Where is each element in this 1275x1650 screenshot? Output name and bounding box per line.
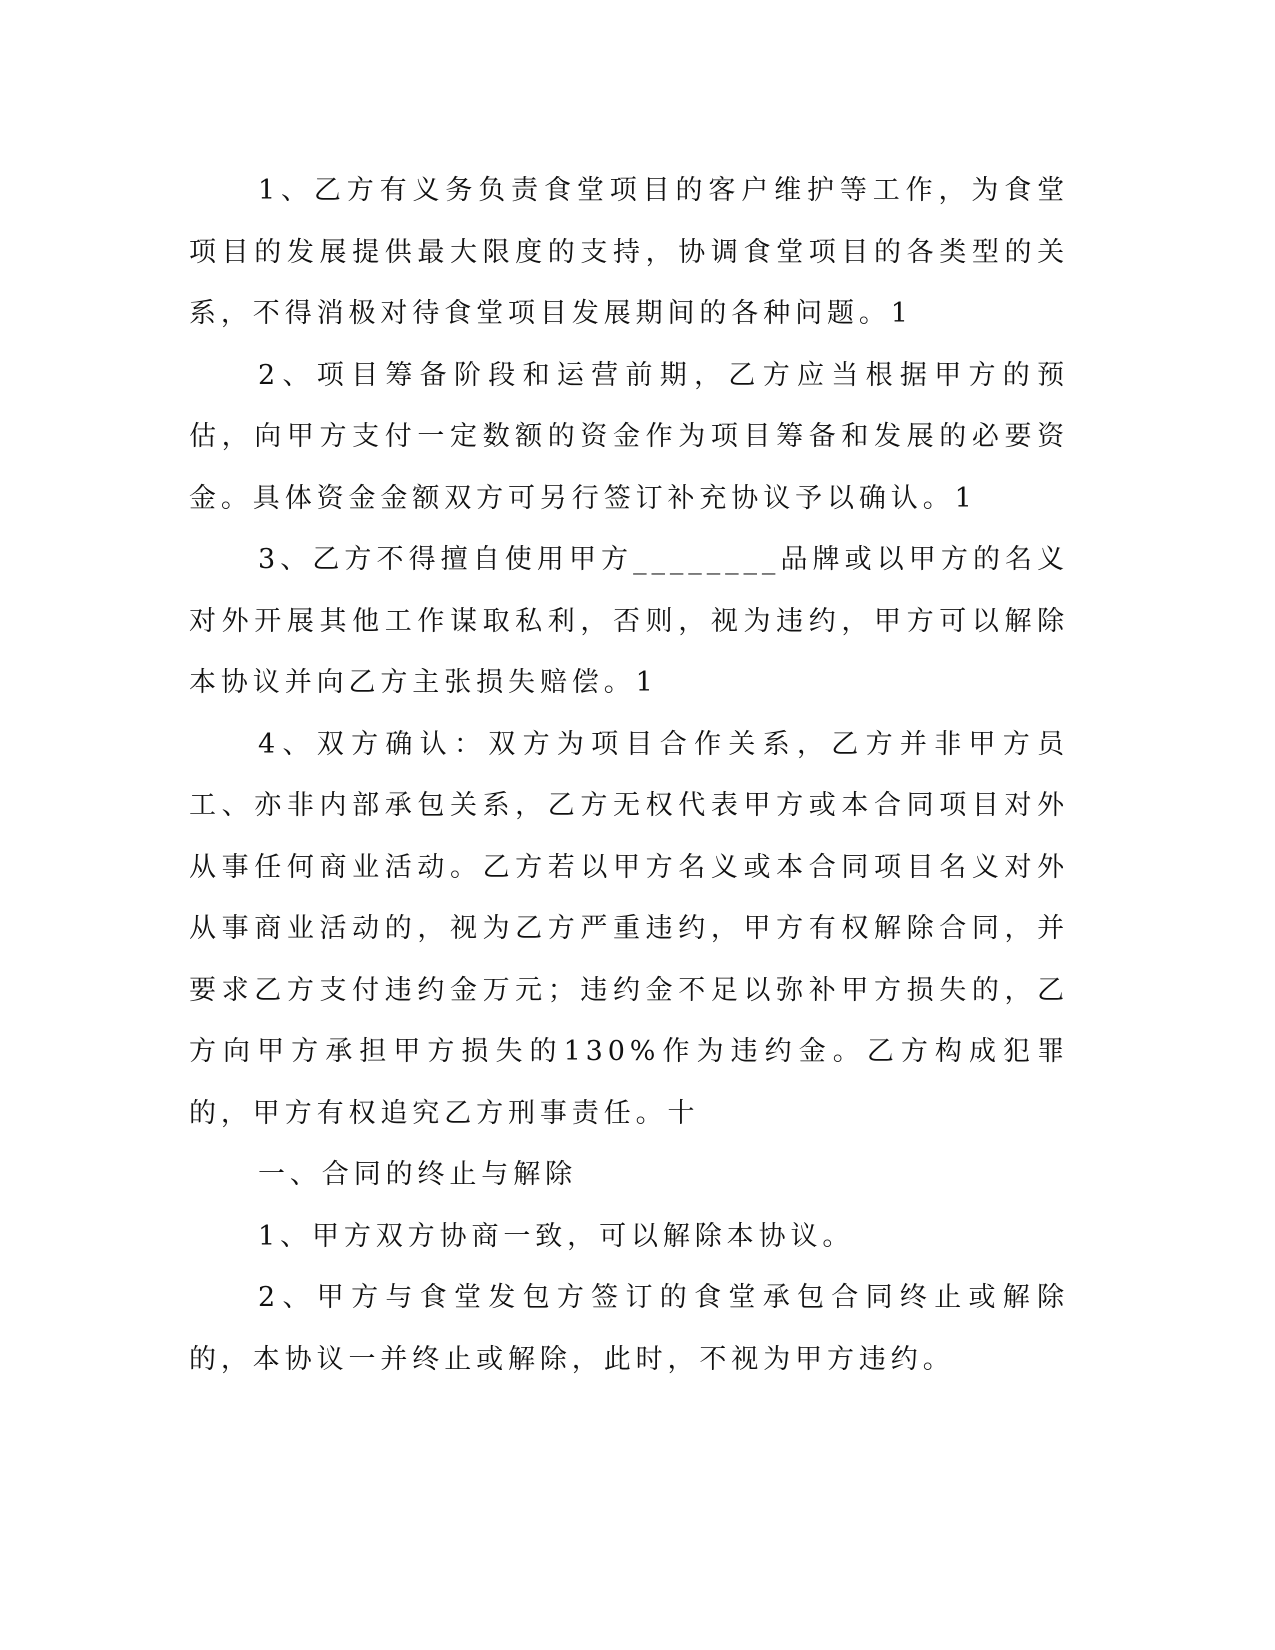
clause-2-funding: 2、项目筹备阶段和运营前期，乙方应当根据甲方的预估，向甲方支付一定数额的资金作为项目筹备和发展的必要资金。具体资金金额双方可另行签订补充协议予以确认。1	[189, 359, 1069, 514]
termination-clause-2: 2、甲方与食堂发包方签订的食堂承包合同终止或解除的，本协议一并终止或解除，此时，不视为甲方违约。	[189, 1282, 1069, 1375]
clause-3-brand-use: 3、乙方不得擅自使用甲方________品牌或以甲方的名义对外开展其他工作谋取私利，否则，视为违约，甲方可以解除本协议并向乙方主张损失赔偿。1	[189, 544, 1069, 698]
clause-1-obligations: 1、乙方有义务负责食堂项目的客户维护等工作，为食堂项目的发展提供最大限度的支持，协调食堂项目的各类型的关系，不得消极对待食堂项目发展期间的各种问题。1	[189, 175, 1069, 329]
document-body	[189, 160, 1069, 1390]
clause-4-relationship: 4、双方确认：双方为项目合作关系，乙方并非甲方员工、亦非内部承包关系，乙方无权代表甲方或本合同项目对外从事任何商业活动。乙方若以甲方名义或本合同项目名义对外从事商业活动的，视为乙方严重违约，甲方有权解除合同，并要求乙方支付违约金万元；违约金不足以弥补甲方损失的，乙方向甲方承担甲方损失的130%作为违约金。乙方构成犯罪的，甲方有权追究乙方刑事责任。十	[189, 728, 1069, 1129]
termination-clause-1: 1、甲方双方协商一致，可以解除本协议。	[258, 1220, 855, 1252]
section-heading-termination: 一、合同的终止与解除	[258, 1159, 577, 1190]
